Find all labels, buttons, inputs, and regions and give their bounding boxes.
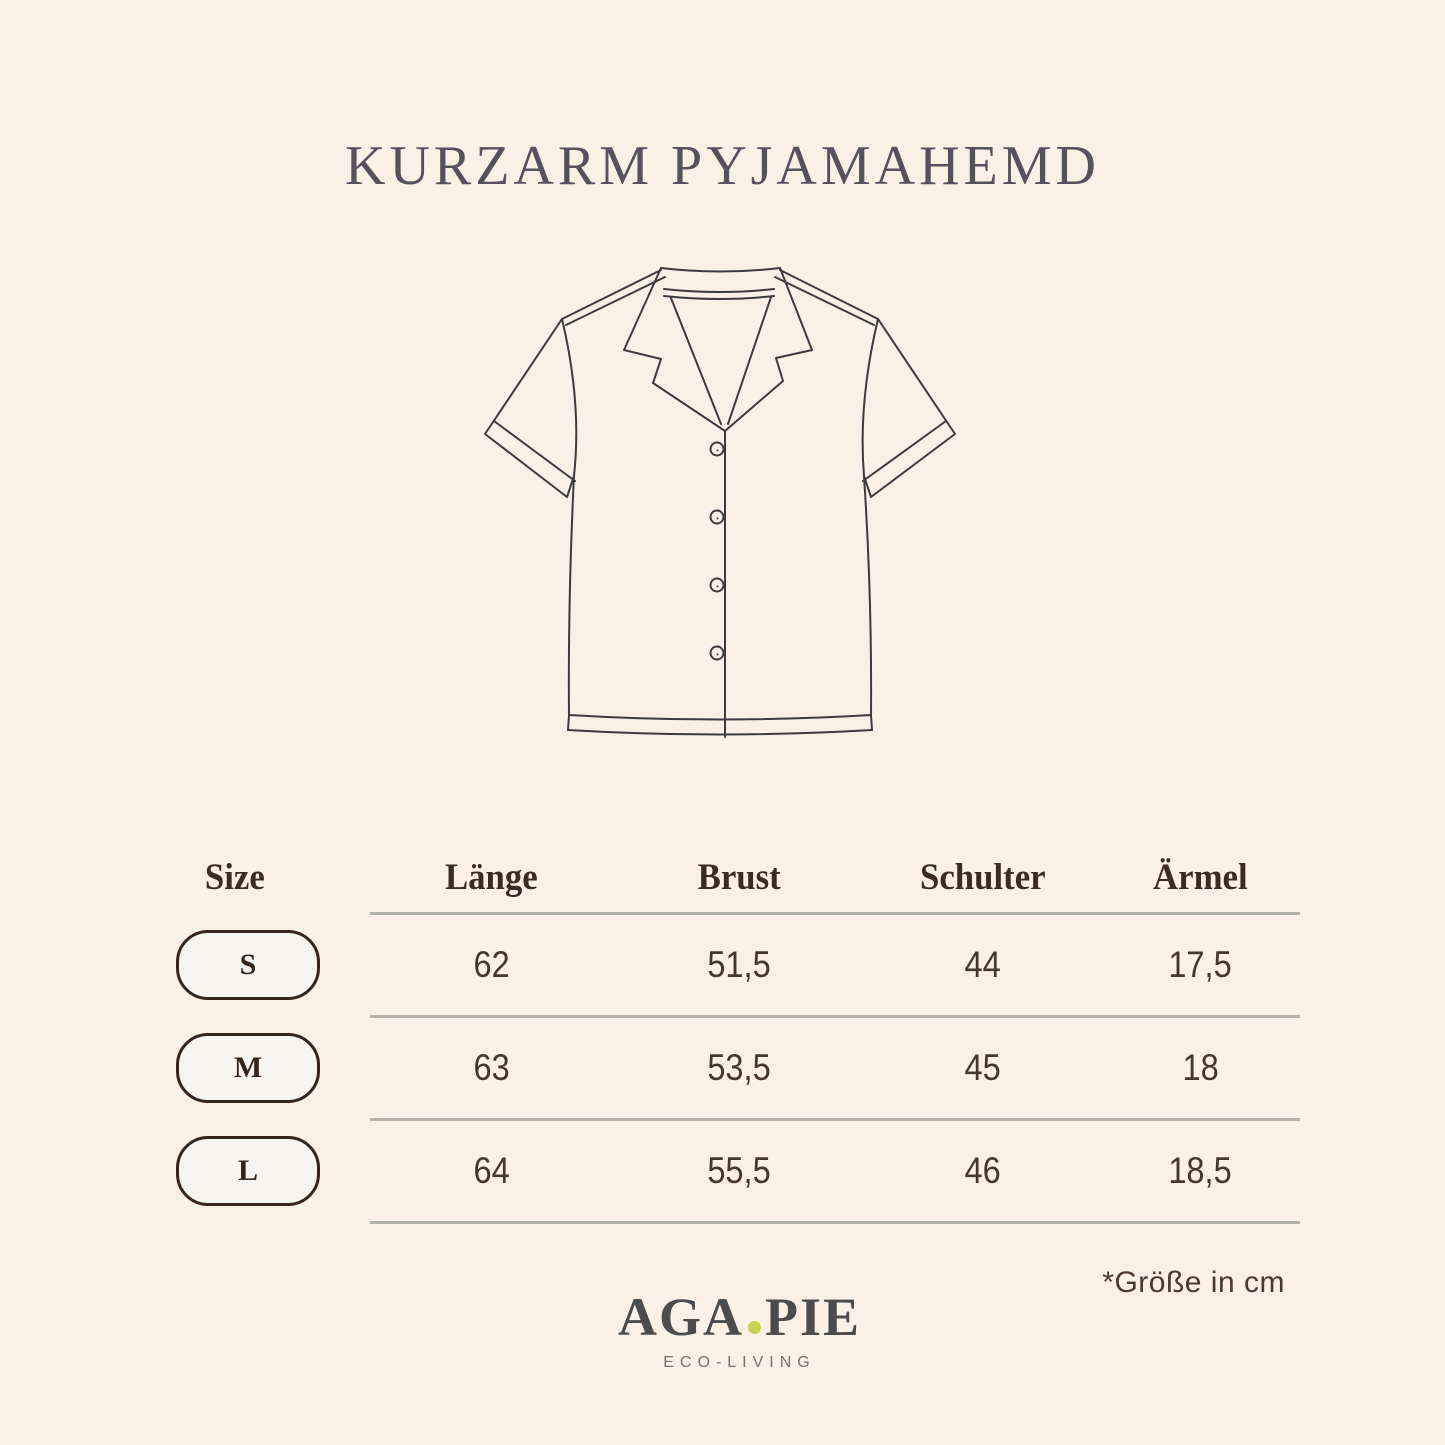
shirt-illustration [458, 238, 988, 768]
hem-left-end [568, 715, 569, 730]
left-roll-line [671, 298, 721, 424]
collar-top-line [661, 268, 780, 272]
table-row-size-s [100, 915, 1300, 1015]
right-armhole-seam [863, 319, 878, 476]
size-table-header-row [100, 842, 1300, 912]
table-row-size-m [100, 1018, 1300, 1118]
right-shoulder-seam [780, 270, 878, 319]
logo-dot-icon [748, 1321, 761, 1334]
cell-s-schulter: 44 [964, 944, 1002, 985]
cell-l-schulter: 46 [964, 1150, 1002, 1191]
hem-bottom-line [568, 730, 872, 735]
hem-top-line [569, 715, 871, 720]
button-icon-4 [711, 647, 724, 660]
collar-band-line-1 [664, 289, 774, 292]
left-shoulder-seam [562, 270, 661, 319]
size-badge-s: S [176, 930, 320, 1000]
logo-text-pie: PIE [764, 1287, 862, 1347]
cell-m-laenge: 63 [473, 1047, 510, 1088]
column-header-laenge: Länge [445, 856, 538, 898]
table-row-size-l [100, 1121, 1300, 1221]
column-header-size: Size [205, 856, 265, 898]
cell-l-aermel: 18,5 [1168, 1150, 1233, 1191]
column-header-aermel: Ärmel [1153, 856, 1248, 898]
button-icon-1 [711, 443, 724, 456]
table-rule [370, 1221, 1300, 1224]
collar-band-line-2 [664, 296, 774, 299]
left-armhole-seam [562, 319, 576, 476]
cell-m-brust: 53,5 [707, 1047, 771, 1088]
size-badge-l: L [176, 1136, 320, 1206]
cell-m-aermel: 18 [1182, 1047, 1219, 1088]
button-icon-2 [711, 511, 724, 524]
right-body-edge [864, 476, 871, 715]
button-icon-3 [711, 579, 724, 592]
brand-tagline: ECO-LIVING [663, 1354, 816, 1371]
brand-logo [0, 1287, 1445, 1372]
cell-s-aermel: 17,5 [1168, 944, 1233, 985]
cell-s-laenge: 62 [473, 944, 510, 985]
column-header-brust: Brust [697, 856, 781, 898]
footnote-size-in-cm: *Größe in cm [1102, 1266, 1285, 1299]
page-title: KURZARM PYJAMAHEMD [345, 135, 1100, 197]
column-header-schulter: Schulter [920, 856, 1046, 898]
left-body-edge [569, 476, 574, 715]
cell-l-brust: 55,5 [707, 1150, 771, 1191]
size-table [100, 842, 1300, 1224]
size-badge-m: M [176, 1033, 320, 1103]
cell-m-schulter: 45 [964, 1047, 1002, 1088]
cell-l-laenge: 64 [473, 1150, 510, 1191]
cell-s-brust: 51,5 [707, 944, 771, 985]
hem-right-end [871, 715, 872, 730]
right-roll-line [728, 297, 771, 424]
left-shoulder-seam-2 [566, 277, 665, 325]
right-shoulder-seam-2 [775, 277, 874, 325]
logo-text-aga: AGA [617, 1287, 744, 1347]
